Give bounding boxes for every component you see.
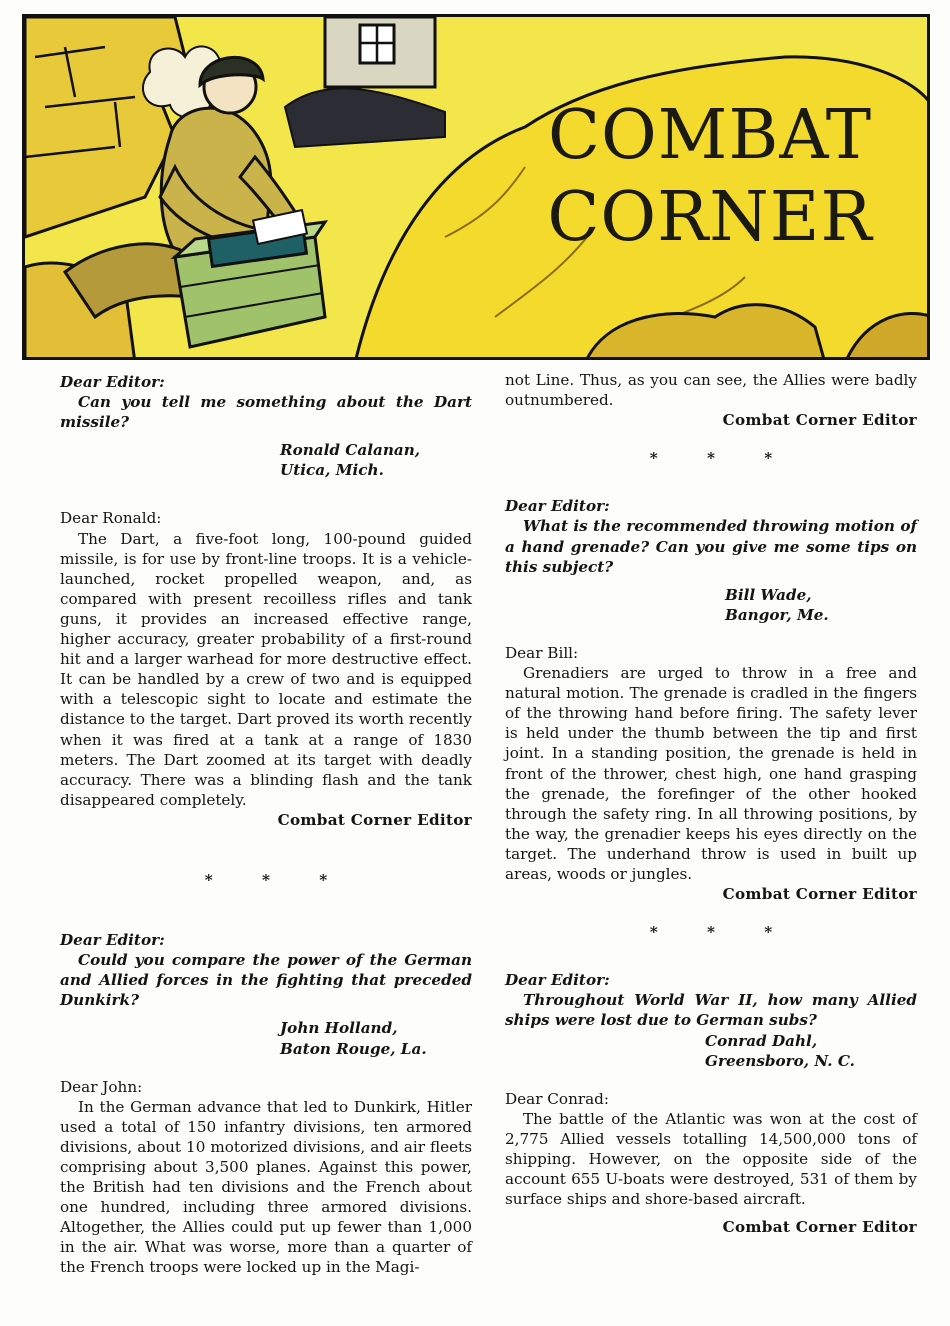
- left-column: [60, 372, 472, 1278]
- editor-signoff: Combat Corner Editor: [722, 1218, 917, 1237]
- letter-salutation: Dear Editor:: [60, 931, 165, 950]
- letter-question: Can you tell me something about the Dart missile?: [60, 393, 472, 432]
- reply-salutation: Dear Conrad:: [505, 1089, 610, 1108]
- letter-signature: [505, 1031, 917, 1071]
- header-banner: [22, 14, 930, 360]
- reply-answer: The Dart, a five-foot long, 100-pound guided missile, is for use by front-line troops. It is a vehicle-launched, rocket propelled weapon, and, as compared with present recoilless rifles and tank guns, it provides an increased effective range, higher accuracy, greater probability of a first-round hit and a larger warhead for more destructive effect. It can be handled by a crew of two and is equipped with a telescopic sight to locate and estimate the distance to the target. Dart proved its worth recently when it was fired at a tank at a range of 1830 meters. The Dart zoomed at its target with deadly accuracy. There was a blinding flash and the tank disappeared completely.: [60, 529, 472, 809]
- letter-signature: [60, 1018, 472, 1058]
- letter-salutation: Dear Editor:: [505, 497, 610, 516]
- editor-signoff: Combat Corner Editor: [722, 885, 917, 904]
- title-line-combat: COMBAT: [547, 96, 873, 175]
- sender-name: Bill Wade,: [725, 585, 812, 604]
- sender-name: John Holland,: [280, 1019, 398, 1038]
- reply-salutation: Dear Bill:: [505, 643, 579, 662]
- letter-salutation: Dear Editor:: [505, 971, 610, 990]
- letter-signature: [505, 585, 917, 625]
- section-separator: * * *: [649, 449, 795, 468]
- editor-signoff: Combat Corner Editor: [277, 810, 472, 829]
- sender-name: Ronald Calanan,: [280, 441, 421, 460]
- title-line-corner: CORNER: [547, 178, 873, 257]
- letter-signature: [60, 440, 472, 480]
- letter-salutation: Dear Editor:: [60, 373, 165, 391]
- letter-question: Could you compare the power of the German and Allied forces in the fighting that preceded Dunkirk?: [60, 951, 472, 1010]
- sender-place: Utica, Mich.: [280, 461, 384, 480]
- reply-answer-continued: not Line. Thus, as you can see, the Allies were badly outnumbered.: [505, 371, 917, 410]
- page-title: [525, 95, 895, 259]
- reply-salutation: Dear Ronald:: [60, 509, 162, 528]
- right-column: [505, 370, 917, 1237]
- reply-answer: Grenadiers are urged to throw in a free and natural motion. The grenade is cradled in the fingers of the throwing hand before firing. The safety lever is held under the thumb between the tip and first joint. In a standing position, the grenade is held in front of the thrower, chest high, one hand grasping the grenade, the forefinger of the other hooked through the safety ring. In all throwing positions, by the way, the grenadier keeps his eyes directly on the target. The underhand throw is used in built up areas, woods or jungles.: [505, 664, 917, 883]
- reply-salutation: Dear John:: [60, 1077, 143, 1096]
- letter-question: Throughout World War II, how many Allied ships were lost due to German subs?: [505, 991, 917, 1030]
- section-separator: * * *: [204, 870, 350, 889]
- editor-signoff: Combat Corner Editor: [722, 411, 917, 430]
- sender-place: Baton Rouge, La.: [280, 1039, 427, 1058]
- sender-name: Conrad Dahl,: [705, 1031, 818, 1050]
- sender-place: Bangor, Me.: [725, 605, 829, 624]
- letter-question: What is the recommended throwing motion of a hand grenade? Can you give me some tips on this subject?: [505, 517, 917, 576]
- reply-answer: The battle of the Atlantic was won at the cost of 2,775 Allied vessels totalling 14,500,000 tons of shipping. However, on the opposite side of the account 655 U-boats were destroyed, 531 of them by surface ships and shore-based aircraft.: [505, 1109, 917, 1209]
- sender-place: Greensboro, N. C.: [705, 1051, 855, 1070]
- reply-answer: In the German advance that led to Dunkirk, Hitler used a total of 150 infantry divisions, ten armored divisions, about 10 motorized divisions, and air fleets comprising about 3,500 planes. Against this power, the British had ten divisions and the French about one hundred, including three armored divisions. Altogether, the Allies could put up fewer than 1,000 in the air. What was worse, more than a quarter of the French troops were locked up in the Magi-: [60, 1097, 472, 1277]
- section-separator: * * *: [649, 923, 795, 942]
